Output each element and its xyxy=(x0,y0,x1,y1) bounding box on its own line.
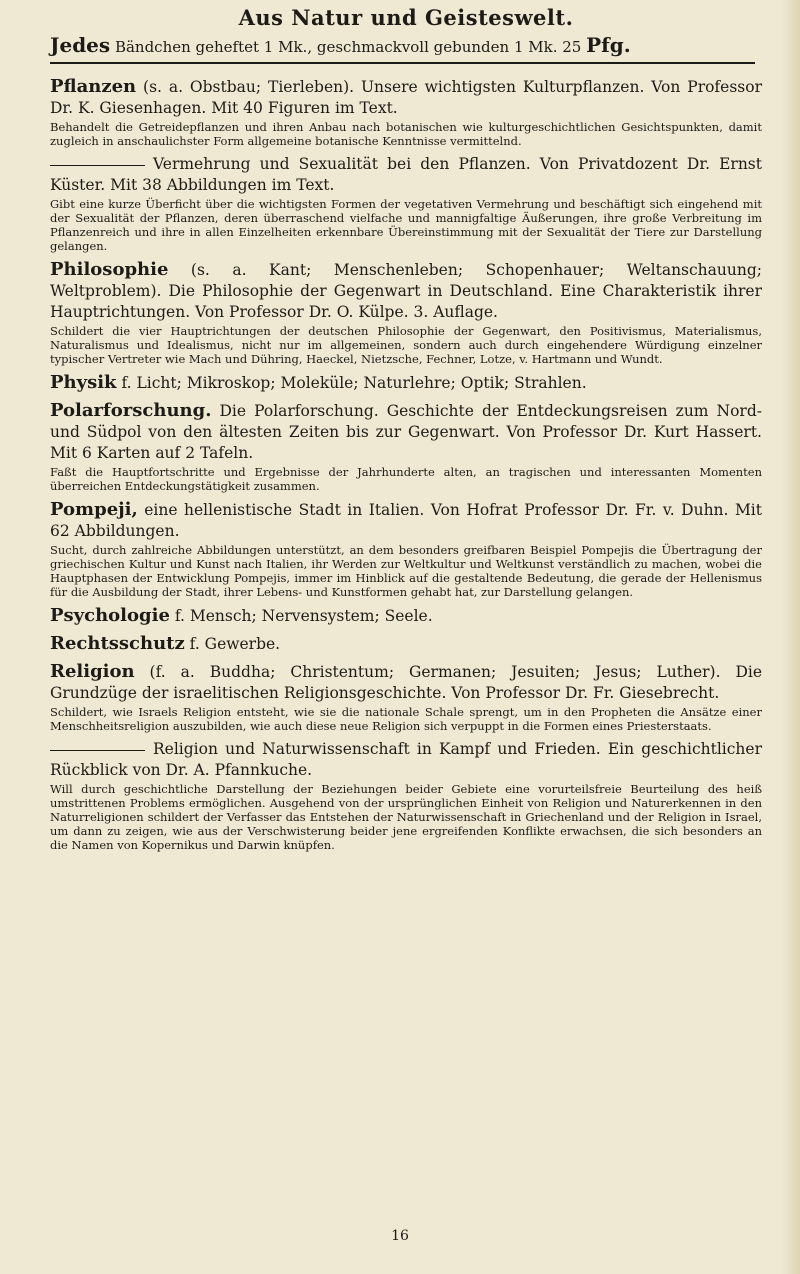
repeat-dash xyxy=(50,750,145,751)
entry-keyword: Religion xyxy=(50,661,135,682)
catalog-entry xyxy=(50,76,762,148)
entry-description: Behandelt die Getreidepflanzen und ihren Anbau nach botanischen wie kulturgeschichtlichen Gesichtspunkten, damit zugleich in anschaulichster Form allgemeine botanische Kenntnisse vermittelnd. xyxy=(50,120,762,148)
entry-title-text: f. Mensch; Nervensystem; Seele. xyxy=(169,607,433,625)
entry-keyword: Polarforschung. xyxy=(50,400,212,421)
entry-title-text: eine hellenistische Stadt in Italien. Von Hofrat Professor Dr. Fr. v. Duhn. Mit 62 Abbildungen. xyxy=(50,501,762,540)
entry-title-text: f. Licht; Mikroskop; Moleküle; Naturlehre; Optik; Strahlen. xyxy=(116,374,587,392)
entry-description: Will durch geschichtliche Darstellung der Beziehungen beider Gebiete eine vorurteilsfreie Beurteilung des heiß umstrittenen Problems ermöglichen. Ausgehend von der ursprünglichen Einheit von Religion und Naturerkennen in den Naturreligionen schildert der Verfasser das Entstehen der Naturwissenschaft in Griechenland und der Religion in Israel, um dann zu zeigen, wie aus der Verschwisterung beider jene ergreifenden Konflikte erwachsen, die sich besonders an die Namen von Kopernikus und Darwin knüpfen. xyxy=(50,782,762,852)
catalog-entry xyxy=(50,259,762,366)
entry-keyword: Rechtsschutz xyxy=(50,633,185,654)
entry-description: Faßt die Hauptfortschritte und Ergebnisse der Jahrhunderte alten, an tragischen und interessanten Momenten überreichen Entdeckungstätigkeit zusammen. xyxy=(50,465,762,493)
entry-main-text xyxy=(50,372,762,394)
price-line-text: Bändchen geheftet 1 Mk., geschmackvoll gebunden 1 Mk. 25 xyxy=(114,38,582,56)
entry-title-text: Die Polarforschung. Geschichte der Entdeckungsreisen zum Nord- und Südpol von den ältesten Zeiten bis zur Gegenwart. Von Professor Dr. Kurt Hassert. Mit 6 Karten auf 2 Tafeln. xyxy=(50,402,762,462)
entry-main-text xyxy=(50,661,762,704)
catalog-entry xyxy=(50,372,762,394)
header-rule xyxy=(50,62,755,64)
entry-title-text: (s. a. Obstbau; Tierleben). Unsere wichtigsten Kulturpflanzen. Von Professor Dr. K. Giesenhagen. Mit 40 Figuren im Text. xyxy=(50,78,762,117)
entry-keyword: Physik xyxy=(50,372,117,393)
catalog-entry xyxy=(50,400,762,493)
entry-description: Schildert die vier Hauptrichtungen der deutschen Philosophie der Gegenwart, den Positivismus, Materialismus, Naturalismus und Idealismus, nicht nur im allgemeinen, sondern auch durch eingehendere Würdigung einzelner typischer Vertreter wie Mach und Dühring, Haeckel, Nietzsche, Fechner, Lotze, v. Hartmann und Wundt. xyxy=(50,324,762,366)
entry-title-text: Vermehrung und Sexualität bei den Pflanzen. Von Privatdozent Dr. Ernst Küster. Mit 38 Abbildungen im Text. xyxy=(50,155,762,194)
price-line xyxy=(50,34,762,58)
entry-title-text: f. Gewerbe. xyxy=(184,635,281,653)
series-title: Aus Natur und Geisteswelt. xyxy=(238,5,574,30)
entry-title-text: Religion und Naturwissenschaft in Kampf und Frieden. Ein geschichtlicher Rückblick von Dr. A. Pfannkuche. xyxy=(50,740,762,779)
catalog-entry xyxy=(50,605,762,627)
entry-title-text: (f. a. Buddha; Christentum; Germanen; Jesuiten; Jesus; Luther). Die Grundzüge der israelitischen Religionsgeschichte. Von Professor Dr. Fr. Giesebrecht. xyxy=(50,663,762,702)
entry-main-text xyxy=(50,76,762,119)
price-unit: Pfg. xyxy=(586,33,631,57)
entry-description: Gibt eine kurze Überficht über die wichtigsten Formen der vegetativen Vermehrung und beschäftigt sich eingehend mit der Sexualität der Pflanzen, deren überraschend vielfache und mannigfaltige Äußerungen, ihre große Verbreitung im Pflanzenreich und ihre in allen Einzelheiten erkennbare Übereinstimmung mit der Sexualität der Tiere zur Darstellung gelangen. xyxy=(50,197,762,253)
entry-description: Schildert, wie Israels Religion entsteht, wie sie die nationale Schale sprengt, um in den Propheten die Ansätze einer Menschheitsreligion auszubilden, wie auch diese neue Religion sich verpuppt in die Formen eines Priesterstaats. xyxy=(50,705,762,733)
entry-main-text xyxy=(50,739,762,781)
entry-main-text xyxy=(50,154,762,196)
entry-keyword: Philosophie xyxy=(50,259,169,280)
entry-title-text: (s. a. Kant; Menschenleben; Schopenhauer; Weltanschauung; Weltproblem). Die Philosophie der Gegenwart in Deutschland. Eine Charakteristik ihrer Hauptrichtungen. Von Professor Dr. O. Külpe. 3. Auflage. xyxy=(50,261,762,321)
entry-keyword: Pflanzen xyxy=(50,76,137,97)
entry-keyword: Psychologie xyxy=(50,605,170,626)
catalog-entry xyxy=(50,739,762,852)
entry-main-text xyxy=(50,400,762,464)
repeat-dash xyxy=(50,165,145,166)
catalog-entry xyxy=(50,661,762,733)
entry-main-text xyxy=(50,499,762,542)
price-line-lead: Jedes xyxy=(50,33,111,57)
catalog-entry xyxy=(50,154,762,253)
entry-keyword: Pompeji, xyxy=(50,499,138,520)
catalog-entry xyxy=(50,633,762,655)
entry-main-text xyxy=(50,633,762,655)
catalog-entry xyxy=(50,499,762,599)
entry-main-text xyxy=(50,605,762,627)
entry-main-text xyxy=(50,259,762,323)
entry-description: Sucht, durch zahlreiche Abbildungen unterstützt, an dem besonders greifbaren Beispiel Pompejis die Übertragung der griechischen Kultur und Kunst nach Italien, ihr Werden zur Weltkultur und Weltkunst verständlich zu machen, wobei die Hauptphasen der Entwicklung Pompejis, immer im Hinblick auf die gestaltende Bedeutung, die gerade der Hellenismus für die Ausbildung der Stadt, ihrer Lebens- und Kunstformen gehabt hat, zur Darstellung gelangen. xyxy=(50,543,762,599)
entry-list xyxy=(50,76,762,852)
page-number: 16 xyxy=(391,1228,409,1244)
page-edge-shadow xyxy=(782,0,800,1274)
